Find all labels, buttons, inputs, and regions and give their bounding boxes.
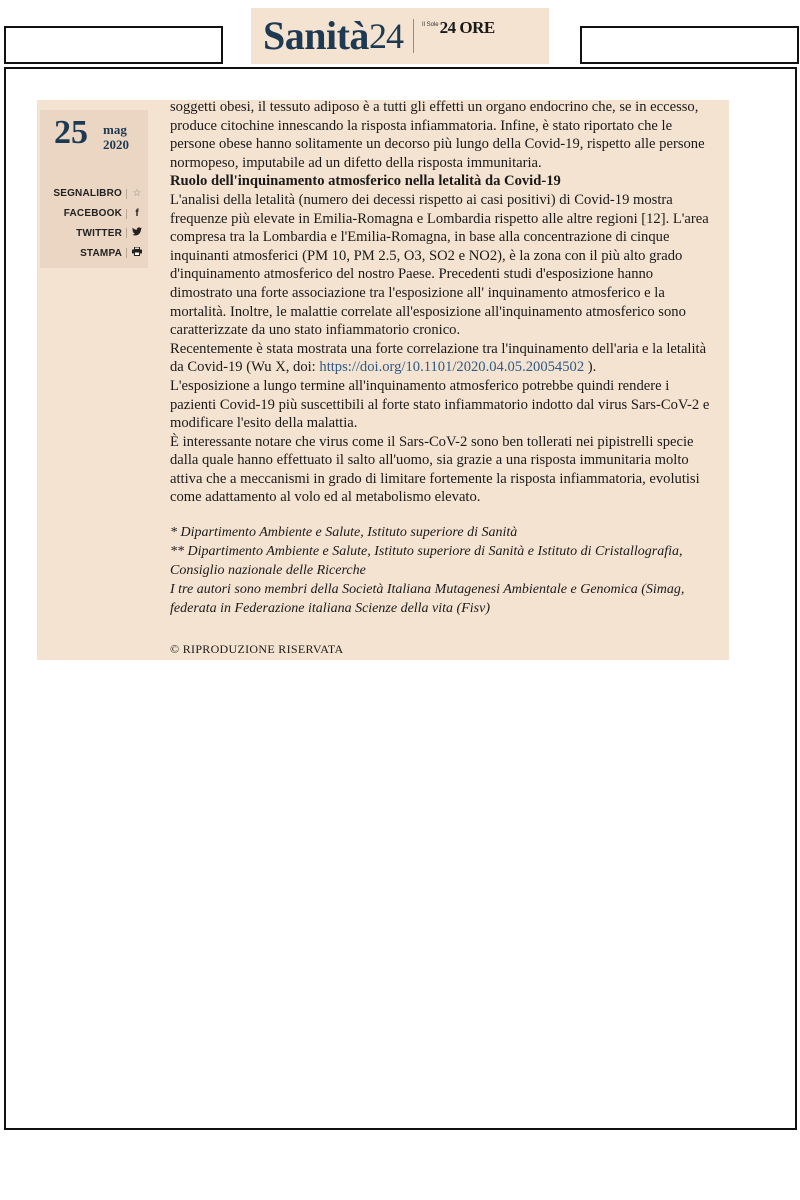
print-icon xyxy=(132,247,142,259)
share-bookmark-button[interactable] xyxy=(53,188,142,199)
header-left-box xyxy=(4,26,223,64)
article-paragraph: soggetti obesi, il tessuto adiposo è a tutti gli effetti un organo endocrino che, se in eccesso, produce citochine innescando la risposta infiammatoria. Infine, è stato riportato che le persone obese hanno solitamente un decorso più lungo della Covid-19, rispetto alle persone normopeso, imputabile ad un difetto della risposta immunitaria. xyxy=(170,99,705,171)
author-notes xyxy=(170,523,718,618)
logo-24ore: 24 ORE xyxy=(439,18,495,37)
author-note: ** Dipartimento Ambiente e Salute, Istituto superiore di Sanità e Istituto di Cristallografia, Consiglio nazionale delle Ricerche xyxy=(170,544,683,579)
date-day: 25 xyxy=(54,114,88,151)
date-month: mag xyxy=(103,122,127,137)
header-right-box xyxy=(580,26,799,64)
paragraph-text: Recentemente è stata mostrata una forte correlazione tra l'inquinamento dell'aria e la letalità da Covid-19 (Wu X, doi: xyxy=(170,340,707,376)
share-divider xyxy=(126,228,127,238)
author-note: I tre autori sono membri della Società Italiana Mutagenesi Ambientale e Genomica (Simag, federata in Federazione italiana Scienze della vita (Fisv) xyxy=(170,582,685,617)
logo-word: Sanità xyxy=(263,13,369,58)
share-divider xyxy=(126,209,127,219)
article-body xyxy=(170,98,718,659)
print-svg xyxy=(132,247,142,256)
article-paragraph: L'esposizione a lungo termine all'inquinamento atmosferico potrebbe quindi rendere i pazienti Covid-19 più suscettibili al forte stato infiammatorio indotto dal virus Sars-CoV-2 e modificare l'esito della malattia. xyxy=(170,377,710,432)
twitter-bird-svg xyxy=(132,227,142,236)
logo-small-text: Il Sole xyxy=(421,22,439,28)
star-outline-icon: ☆ xyxy=(132,187,142,199)
share-label: FACEBOOK xyxy=(63,208,122,219)
share-twitter-button[interactable] xyxy=(76,227,142,239)
article-paragraph xyxy=(170,340,718,377)
section-heading: Ruolo dell'inquinamento atmosferico nella letalità da Covid-19 xyxy=(170,173,561,190)
sanita24-logo[interactable] xyxy=(251,8,549,64)
article-paragraph: È interessante notare che virus come il Sars-CoV-2 sono ben tollerati nei pipistrelli specie dalla quale hanno effettuato il salto all'uomo, sia grazie a una risposta immunitaria molto attiva che a meccanismi in grado di limitare fortemente la risposta infiammatoria, evolutisi come adattamento al volo ed al metabolismo elevato. xyxy=(170,433,700,506)
share-label: SEGNALIBRO xyxy=(53,188,122,199)
paragraph-text: ). xyxy=(584,359,597,376)
logo-number: 24 xyxy=(368,16,403,56)
share-divider xyxy=(126,248,127,258)
share-print-button[interactable] xyxy=(80,247,142,259)
twitter-icon xyxy=(132,227,142,239)
copyright-notice: © RIPRODUZIONE RISERVATA xyxy=(170,642,344,657)
facebook-icon: f xyxy=(135,207,139,219)
share-label: TWITTER xyxy=(76,227,122,239)
date-year: 2020 xyxy=(103,137,129,152)
article-paragraph: L'analisi della letalità (numero dei decessi rispetto ai casi positivi) di Covid-19 mostra frequenze più elevate in Emilia-Romagna e Lombardia rispetto alle altre regioni [12]. L'area compresa tra la Lombardia e l'Emilia-Romagna, in base alla concentrazione di cinque inquinanti atmosferici (PM 10, PM 2.5, O3, SO2 e NO2), è la zona con il più alto grado d'inquinamento atmosferico del nostro Paese. Precedenti studi d'esposizione hanno dimostrato una forte associazione tra l'esposizione all' inquinamento atmosferico e la mortalità. Inoltre, le malattie correlate all'esposizione all'inquinamento atmosferico sono caratterizzate da uno stato infiammatorio cronico. xyxy=(170,191,709,339)
article-sidebar xyxy=(40,110,148,268)
share-facebook-button[interactable] xyxy=(64,208,142,219)
logo-divider xyxy=(413,19,414,53)
doi-link[interactable]: https://doi.org/10.1101/2020.04.05.20054502 xyxy=(319,359,585,376)
author-note: * Dipartimento Ambiente e Salute, Istituto superiore di Sanità xyxy=(170,525,518,541)
share-label: STAMPA xyxy=(80,247,122,259)
share-divider xyxy=(126,189,127,199)
